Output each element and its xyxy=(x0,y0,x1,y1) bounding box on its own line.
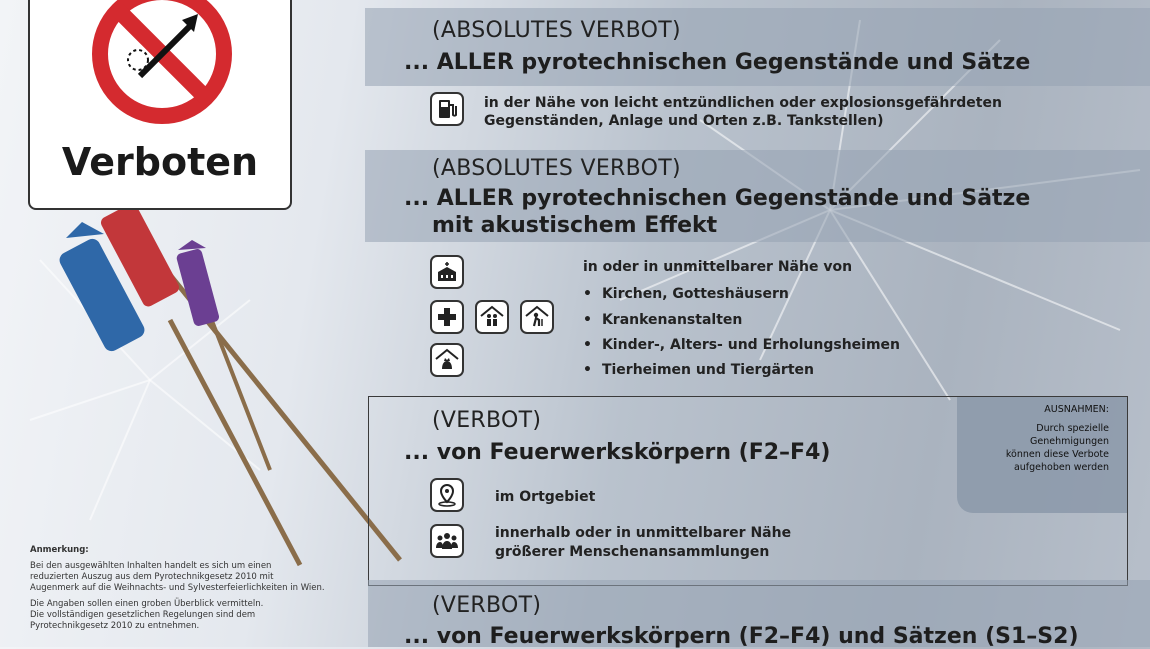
bullet-item: • Kirchen, Gotteshäusern xyxy=(583,286,789,302)
section-2-heading: ... ALLER pyrotechnischen Gegenstände und Sätze xyxy=(404,186,1031,211)
section-2-intro: in oder in unmittelbarer Nähe von xyxy=(583,259,853,275)
medical-cross-icon xyxy=(430,300,464,334)
sign-title: Verboten xyxy=(61,140,259,184)
exceptions-line: können diese Verbote xyxy=(1005,449,1109,460)
section-4-heading: ... von Feuerwerkskörpern (F2–F4) und Sätzen (S1–S2) xyxy=(404,624,1079,649)
section-2-heading-line-2: mit akustischem Effekt xyxy=(432,213,718,238)
note-line: Augenmerk auf die Weihnachts- und Sylvesterfeierlichkeiten in Wien. xyxy=(30,583,325,593)
church-icon xyxy=(430,255,464,289)
note-line: reduzierten Auszug aus dem Pyrotechnikgesetz 2010 mit xyxy=(30,572,274,582)
note-line: Die vollständigen gesetzlichen Regelungen sind dem xyxy=(30,610,256,620)
note-line: Die Angaben sollen einen groben Überblick vermitteln. xyxy=(30,599,264,609)
section-2-tag: (ABSOLUTES VERBOT) xyxy=(432,156,681,181)
no-fireworks-icon xyxy=(82,0,242,134)
bullet-item: • Krankenanstalten xyxy=(583,312,742,328)
children-home-icon xyxy=(475,300,509,334)
section-1-item-line-2: Gegenständen, Anlage und Orten z.B. Tankstellen) xyxy=(484,113,884,129)
exceptions-line: Genehmigungen xyxy=(1030,436,1109,447)
section-1-item-line-1: in der Nähe von leicht entzündlichen oder explosionsgefährdeten xyxy=(484,95,1002,111)
crowd-icon xyxy=(430,524,464,558)
note-title: Anmerkung: xyxy=(30,545,89,555)
fuel-pump-icon xyxy=(430,92,464,126)
bullet-item: • Kinder-, Alters- und Erholungsheimen xyxy=(583,337,900,353)
section-3-heading: ... von Feuerwerkskörpern (F2–F4) xyxy=(404,440,831,465)
section-3-tag: (VERBOT) xyxy=(432,408,542,433)
section-4-tag: (VERBOT) xyxy=(432,593,542,618)
elderly-home-icon xyxy=(520,300,554,334)
exceptions-line: aufgehoben werden xyxy=(1013,462,1109,473)
section-1-tag: (ABSOLUTES VERBOT) xyxy=(432,18,681,43)
section-3-item-2-line-1: innerhalb oder in unmittelbarer Nähe xyxy=(495,525,792,541)
section-1-heading: ... ALLER pyrotechnischen Gegenstände und Sätze xyxy=(404,50,1031,75)
animal-shelter-icon xyxy=(430,343,464,377)
exceptions-title: AUSNAHMEN: xyxy=(1044,404,1109,415)
section-3-item-1: im Ortgebiet xyxy=(495,489,596,505)
note-line: Pyrotechnikgesetz 2010 zu entnehmen. xyxy=(30,621,200,631)
bullet-item: • Tierheimen und Tiergärten xyxy=(583,362,814,378)
prohibition-sign xyxy=(28,0,292,210)
note-line: Bei den ausgewählten Inhalten handelt es sich um einen xyxy=(30,561,272,571)
location-pin-icon xyxy=(430,478,464,512)
exceptions-line: Durch spezielle xyxy=(1036,423,1109,434)
section-3-item-2-line-2: größerer Menschenansammlungen xyxy=(495,544,770,560)
